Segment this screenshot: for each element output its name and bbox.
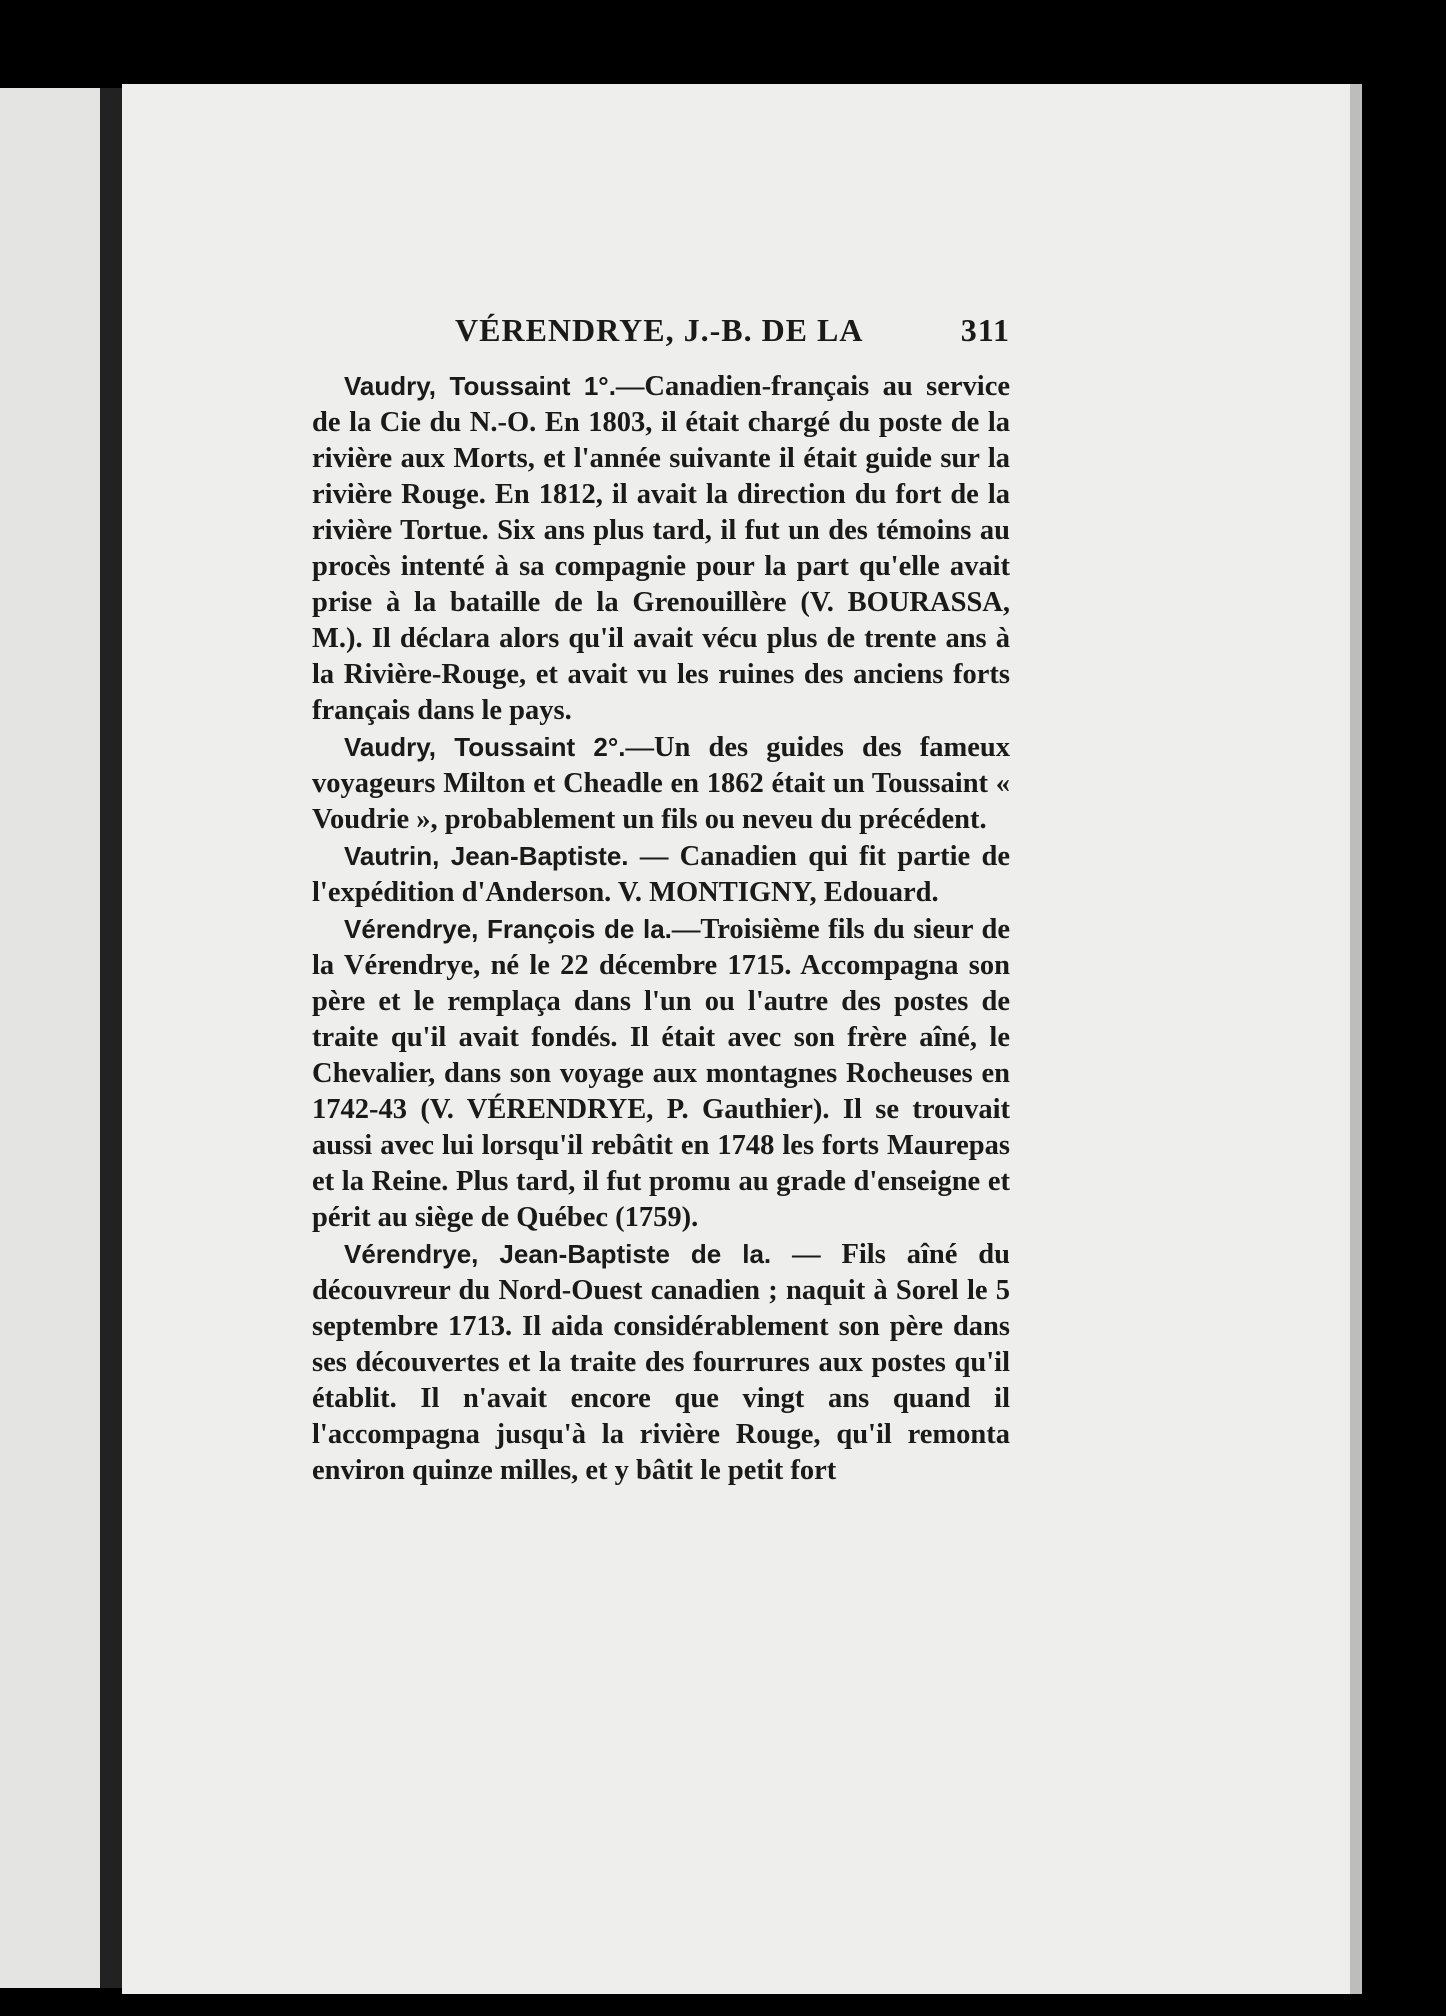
entry-vaudry-2 (312, 729, 1010, 838)
page-number: 311 (960, 312, 1010, 348)
running-head (312, 312, 1010, 360)
running-head-title: VÉRENDRYE, J.-B. DE LA (455, 312, 864, 348)
entry-vautrin (312, 838, 1010, 911)
right-page-edge (1350, 84, 1362, 1994)
entry-name: Vautrin, Jean-Baptiste. (344, 841, 629, 871)
entry-text: — Fils aîné du découvreur du Nord-Ouest canadien ; naquit à Sorel le 5 septembre 1713. Il aida considérablement son père dans ses découvertes et la traite des fourrures aux postes qu'il établit. Il n'avait encore que vingt ans quand il l'accompagna jusqu'à la rivière Rouge, qu'il remonta environ quinze milles, et y bâtit le petit fort (312, 1239, 1010, 1486)
entry-name: Vaudry, Toussaint 1°. (344, 371, 616, 401)
entry-text: — Canadien qui fit partie de l'expédition d'Anderson. V. MONTIGNY, Edouard. (312, 841, 1010, 908)
entry-name: Vérendrye, Jean-Baptiste de la. (344, 1239, 772, 1269)
entry-name: Vaudry, Toussaint 2°. (344, 732, 626, 762)
entry-text: —Un des guides des fameux voyageurs Milton et Cheadle en 1862 était un Toussaint « Voudrie », probablement un fils ou neveu du précédent. (312, 732, 1010, 835)
entry-name: Vérendrye, François de la. (344, 914, 672, 944)
entry-vaudry-1 (312, 368, 1010, 729)
page-text-block (312, 312, 1010, 1489)
entry-text: —Canadien-français au service de la Cie du N.-O. En 1803, il était chargé du poste de la rivière aux Morts, et l'année suivante il était guide sur la rivière Rouge. En 1812, il avait la direction du fort de la rivière Tortue. Six ans plus tard, il fut un des témoins au procès intenté à sa compagnie pour la part qu'elle avait prise à la bataille de la Grenouillère (V. BOURASSA, M.). Il déclara alors qu'il avait vécu plus de trente ans à la Rivière-Rouge, et avait vu les ruines des anciens forts français dans le pays. (312, 371, 1010, 726)
left-page-edge (0, 88, 100, 1988)
book-gutter (100, 88, 122, 1988)
entry-text: —Troisième fils du sieur de la Vérendrye, né le 22 décembre 1715. Accompagna son père et le remplaça dans l'un ou l'autre des postes de traite qu'il avait fondés. Il était avec son frère aîné, le Chevalier, dans son voyage aux montagnes Rocheuses en 1742-43 (V. VÉRENDRYE, P. Gauthier). Il se trouvait aussi avec lui lorsqu'il rebâtit en 1748 les forts Maurepas et la Reine. Plus tard, il fut promu au grade d'enseigne et périt au siège de Québec (1759). (312, 914, 1010, 1233)
entry-verendrye-francois (312, 911, 1010, 1236)
entry-verendrye-jean-baptiste (312, 1236, 1010, 1489)
